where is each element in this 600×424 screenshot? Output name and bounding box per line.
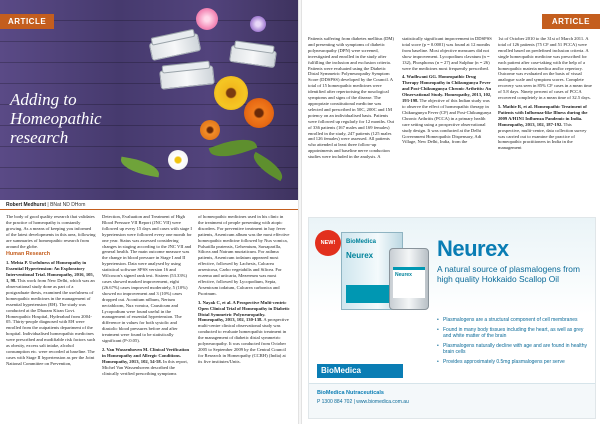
section-heading: Human Research <box>6 251 51 258</box>
benefit-item: • Provides approximately 0.5mg plasmalogens per serve <box>437 359 589 366</box>
study-body: 1st of October 2010 to the 31st of March 2011. A total of 126 patients (75 CF and 51 PCCA) were enrolled based on predefined inclusion criteria. A single homeopathic medicine was prescribed for each patient after case-taking with the help of a homeopathic materia medica and/or repertory. Outcome was evaluated on the basis of visual analogue scale and symptom scores. Complete recovery was seen in 85% CF cases in a mean time of 5.8 days. Ninety percent of cases of PCCA recovered completely in a mean time of 32.5 days. <box>498 36 592 101</box>
right-page <box>302 0 600 424</box>
left-column-2 <box>102 214 192 420</box>
left-page <box>0 0 298 424</box>
right-column-3 <box>498 36 594 212</box>
biomedica-logo: BioMedica <box>317 364 403 378</box>
neurex-advertisement[interactable] <box>308 217 596 419</box>
product-benefits-list <box>437 317 589 369</box>
box-product-name: Neurex <box>346 251 374 260</box>
study-body: This work from New Delhi, which was an observational study done as part of a postgraduate thesis, examined the usefulness of homeopathic medicines in the management of essential hypertension (EH). The study was conducted at the Dharam Kiran Govt. Homeopathic Hospital, Hyderabad from 2004-05. Thirty-people diagnosed with EH were enrolled from the outpatients department of the hospital. Individualised homeopathic medicines were prescribed and modifiable risk factors such as obesity, excess salt intake, alcohol consumption etc. were recorded at baseline. The cases with Stage II hypertension as per the Joint National Committee on Prevention, <box>6 278 96 366</box>
yellow-flower <box>214 76 248 110</box>
left-column-1 <box>6 214 96 420</box>
benefit-item: • Plasmalogens naturally decline with age and are found in healthy brain cells <box>437 343 589 356</box>
pink-flower <box>196 8 218 30</box>
byline <box>0 200 298 210</box>
jar-label <box>393 267 425 298</box>
study-title: 5. Mathie R, et al. Homeopathic Treatment of Patients with Influenza-like Illness during the 2009 A/H1N1 Influenza Pandemic in India. Homeopathy, 2013, 102, 187-192. <box>498 103 588 127</box>
product-jar <box>389 248 429 310</box>
study-body: Patients suffering from diabetes mellitus (DM) and presenting with symptoms of diabetic polyneuropathy (DPN) were screened, investigated and enrolled in the study after fulfilling the inclusion and exclusion criteria. Patients were evaluated using the Diabetic Distal Symmetric Polyneuropathy Symptom Score (DDSPSS) developed by the Council. A total of 15 homeopathic medicines were identified after repertorising the nosological symptoms and signs of the disease. The appropriate constitutional medicine was selected and prescribed in 50C, 200C and 1M potency on an individualised basis. Patients were followed up regularly for 12 months. Out of 336 patients (167 males and 169 females) enrolled in the study, 247 patients (125 males and 126 females) were assessed. All patients who attended at least three follow-up appointments and baseline nerve conduction studies were included in the analysis. A <box>308 36 395 160</box>
study-title: 4. Wadhwani GG. Homeopathic Drug Therapy Homeopathy in Chikungunya Fever and Post-Chikungunya Chronic Arthritis: An Observational Study. Homeopathy, 2013, 102, 193-198. <box>402 74 492 104</box>
study-body: This prospective, multi-centre, data collection survey was carried out to examine the practice of homeopathic practitioners in India in the management <box>498 121 587 151</box>
right-column-1 <box>308 36 396 212</box>
author-name: Robert Medhurst <box>6 202 46 208</box>
benefit-item: • Plasmalogens are a structural component of cell membranes <box>437 317 589 324</box>
study-body: Detection, Evaluation and Treatment of High Blood Pressure VII Report (JNC VII) were followed up every 15 days and cases with stage I hypertension were followed every one month for one year. Status was assessed considering changes in staging according to the JNC VII and general health. The main outcome measure was the change in blood pressure in Stage I and II hypertension. Data were analysed by using statistical software SPSS version 16 and Wilcoxon's signed rank test. Sixteen (53.33%) cases showed marked improvement, eight (26.67%) cases improved moderately, 5 (10%) showed no improvement and 3 (10%) cases dropped out. Aconitum nilbum, Nerium nectabloom, Nux vomica, Causticum and Lycopodium were found useful in the management of essential hypertension. The difference in values for both systolic and diastolic blood pressures before and after treatment were found to be statistically significant (P<0.05). <box>102 214 192 344</box>
study-body: In this report, Michel Van Wassenhoven described the clinically verified prescribing symptoms <box>102 358 188 376</box>
title-line: Adding to <box>10 90 77 109</box>
author-credentials: | BNat ND DHom <box>47 202 86 208</box>
right-column-2 <box>402 36 492 212</box>
white-flower <box>168 150 188 170</box>
contact-info[interactable]: P 1300 884 702 | www.biomedica.com.au <box>317 399 409 405</box>
study-title: 2. Van Wassenhoven M. Clinical Verification in Homeopathy and Allergic Conditions. Homeopathy, 2013, 102, 54-58. <box>102 346 190 364</box>
study-body: The objective of this Indian study was to observe the effect of homeopathic therapy in Chikungunya Fever (CF) and Post-Chikungunya Chronic Arthritis (PCCA) in a primary health care setting using a prospective observational study design. It was conducted at the Delhi Government Homeopathic Dispensary, Adi Village, New Delhi, India, from the <box>402 98 492 145</box>
jar-label-text: Neurex <box>395 272 412 278</box>
study-body: of homeopathic medicines used in his clinic in the treatment of people presenting with atopic disorders. For preventive treatment in hay fever patients, Arsenicum album was the most effective homeopathic medicine followed by Nux vomica, Pulsatilla pratensis, Gelsemium, Sarsaparilla, Silicea and Natrum muriaticum. For asthma patients, Arsenicum iodatum appeared most effective, followed by Lachesis, Calcarea arsenicosa, Carbo vegetabilis and Silicea. For eczema and urticaria, Mezereum was most effective, followed by Lycopodium, Sepia, Arsenicum iodatum, Calcarea carbonica and Psorinum. <box>198 214 290 296</box>
product-name: Neurex <box>437 236 509 261</box>
study-body: A prospective multi-centre clinical observational study was conducted to evaluate homeopathic treatment in the management of diabetic distal symmetric polyneuropathy. It was conducted from October 2005 to September 2009 by the Central Council for Research in Homeopathy (CCRH) (India) at its five institutes/Units. <box>198 317 289 364</box>
title-line: research <box>10 128 69 147</box>
orange-flower <box>244 98 274 128</box>
article-tag: ARTICLE <box>542 14 600 29</box>
left-column-3 <box>198 214 290 420</box>
article-tag: ARTICLE <box>0 14 54 29</box>
product-tagline: A natural source of plasmalogens from high quality Hokkaido Scallop Oil <box>437 264 580 284</box>
article-title <box>10 90 140 147</box>
new-badge: NEW! <box>315 230 341 256</box>
box-brand: BioMedica <box>346 239 377 245</box>
title-line: Homeopathic <box>10 109 102 128</box>
intro-paragraph: The body of good quality research that validates the practice of homeopathy is constantly growing. As a means of keeping you informed of the latest developments in this area, following are summaries of homeopathic research from around the globe. <box>6 214 96 249</box>
study-body: statistically significant improvement in DDSPSS total score (p = 0.0001) was found at 12 months from baseline. Most objective measures did not show improvement. Lycopodium clavatum (n = 132), Phosphorus (n = 27) and Sulphur (n = 26) were the medicines most frequently prescribed. <box>402 36 492 71</box>
purple-flower <box>250 16 266 32</box>
benefit-item: • Found in many body tissues including the heart, as well as grey and white matter of the brain <box>437 327 589 340</box>
orange-flower <box>200 120 220 140</box>
hero-image <box>0 0 298 200</box>
study-title: 3. Nayak C, et al. A Prospective Multi-centric Open Clinical Trial of Homeopathy in Diabetic Distal Symmetric Polyneuropathy. Homeopathy, 2013, 102, 130-138. <box>198 299 290 323</box>
study-title: 1. Mehta P. Usefulness of Homeopathy in Essential Hypertension: An Exploratory Interventional Trial. Homeopathy, 2016, 105, 1, 98. <box>6 260 94 284</box>
company-name: BioMedica Nutraceuticals <box>317 390 384 396</box>
ad-footer <box>309 383 595 418</box>
